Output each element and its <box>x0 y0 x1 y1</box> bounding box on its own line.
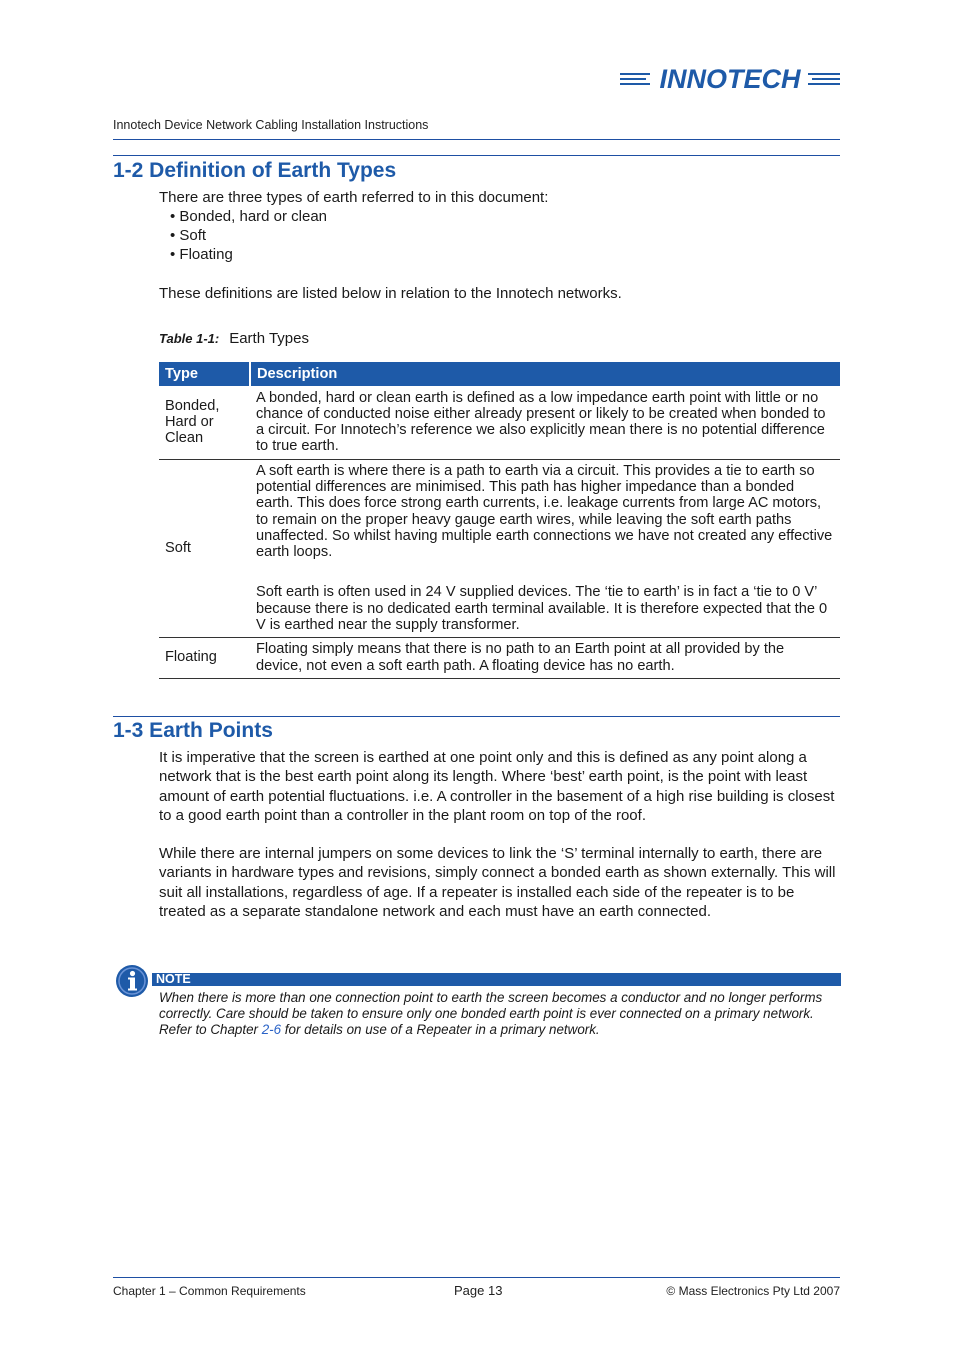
description-cell <box>250 459 840 637</box>
logo-wordmark: INNOTECH <box>659 64 801 94</box>
table-row <box>159 459 840 637</box>
earth-type-list <box>170 207 327 264</box>
section-heading-1-3: 1-3 Earth Points <box>113 719 273 742</box>
section-outro: These definitions are listed below in relation to the Innotech networks. <box>159 285 622 302</box>
type-cell: Floating <box>159 637 250 678</box>
table-caption-title: Earth Types <box>229 330 309 347</box>
note-label-bar: NOTE <box>152 973 841 986</box>
section-intro: There are three types of earth referred to in this document: <box>159 189 549 206</box>
description-text: A soft earth is where there is a path to earth via a circuit. This provides a tie to earth so potential differences are minimised. This path has higher impedance than a bonded earth. This does force strong earth currents, i.e. leakage currents from large AC motors, to remain on the proper heavy gauge earth wires, while leaving the soft earth paths unaffected. So whilst having multiple earth connections we have not created any effective earth loops. <box>256 463 833 561</box>
table-header-row <box>159 362 840 386</box>
earth-types-table <box>159 362 840 679</box>
header-rule <box>113 139 840 140</box>
innotech-logo <box>620 64 842 94</box>
earth-points-paragraph-2: While there are internal jumpers on some devices to link the ‘S’ terminal internally to earth, there are variants in hardware types and revisions, simply connect a bonded earth as shown externally. This will suit all installations, regardless of age. If a repeater is installed each side of the repeater is to be treated as a separate standalone network and each must have an earth connected. <box>159 845 836 920</box>
document-title: Innotech Device Network Cabling Installation Instructions <box>113 118 429 132</box>
column-header-type: Type <box>159 362 250 386</box>
chapter-link[interactable]: 2-6 <box>261 1022 282 1038</box>
note-text-start: When there is more than one connection point to earth the screen becomes a conductor and no longer performs correctly. Care should be taken to ensure only one bonded earth point is ever connected on a primary network. Refer to Chapter <box>159 990 823 1038</box>
description-text: Floating simply means that there is no path to an Earth point at all provided by the device, not even a soft earth path. A floating device has no earth. <box>256 641 785 674</box>
earth-points-paragraph-1: It is imperative that the screen is earthed at one point only and this is defined as any point along a network that is the best earth point along its length. Where ‘best’ earth point, is the point with least amount of earth potential fluctuations. i.e. A controller in the basement of a high rise building is closest to a good earth point than a controller in the plant room on top of the roof. <box>159 749 835 824</box>
table-caption <box>159 330 309 347</box>
info-icon <box>115 964 149 998</box>
description-text: A bonded, hard or clean earth is defined as a low impedance earth point with little or no chance of conducted noise either already present or likely to be created when bonded to a circuit. For Innotech’s reference we also explicitly mean there is no potential difference to true earth. <box>256 389 826 455</box>
table-row <box>159 386 840 459</box>
description-cell <box>250 386 840 459</box>
type-cell: Soft <box>159 459 250 637</box>
table-caption-number: Table 1-1: <box>159 331 220 346</box>
section-rule <box>113 155 840 156</box>
type-cell: Bonded, Hard or Clean <box>159 386 250 459</box>
description-cell <box>250 637 840 678</box>
page-number: Page 13 <box>454 1283 503 1298</box>
note-text <box>159 990 849 1039</box>
table-row <box>159 637 840 678</box>
footer-chapter: Chapter 1 – Common Requirements <box>113 1284 306 1298</box>
footer-rule <box>113 1277 840 1278</box>
list-item: • Bonded, hard or clean <box>170 207 327 226</box>
description-text: Soft earth is often used in 24 V supplied devices. The ‘tie to earth’ is in fact a ‘tie to 0 V’ because there is no dedicated earth terminal available. It is therefore expected that the 0 V is earthed near the supply transformer. <box>256 584 828 633</box>
column-header-description: Description <box>250 362 840 386</box>
list-item: • Floating <box>170 245 327 264</box>
list-item: • Soft <box>170 226 327 245</box>
section-heading-1-2: 1-2 Definition of Earth Types <box>113 159 397 182</box>
footer-copyright: © Mass Electronics Pty Ltd 2007 <box>666 1284 840 1298</box>
note-text-end: for details on use of a Repeater in a primary network. <box>281 1022 600 1038</box>
section-rule <box>113 716 840 717</box>
